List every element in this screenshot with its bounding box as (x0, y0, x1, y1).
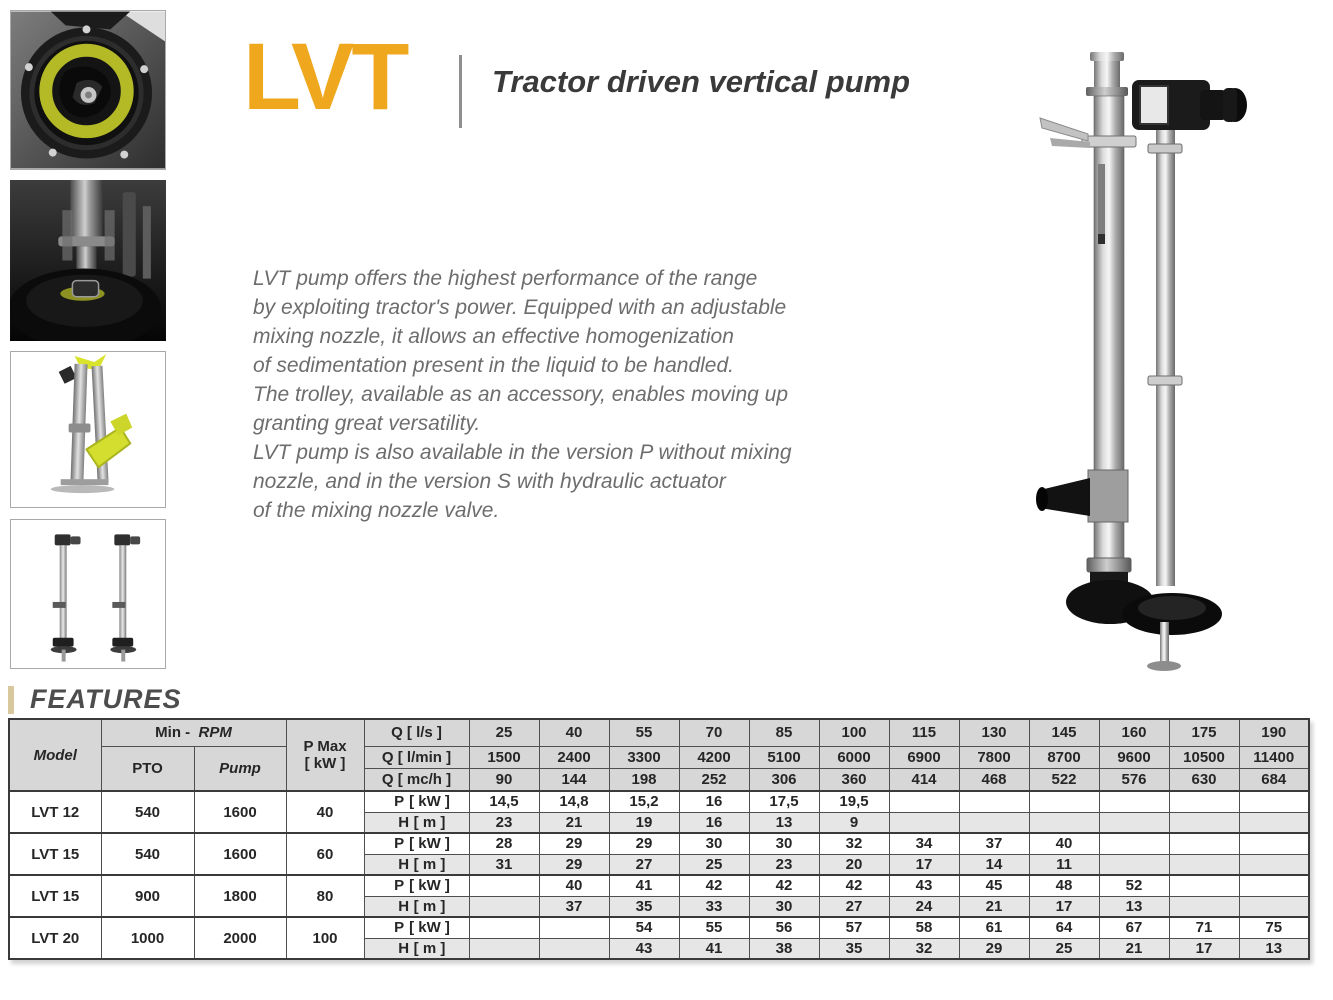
table-value-cell (1099, 854, 1169, 875)
description-line: LVT pump is also available in the version P without mixing (253, 441, 792, 464)
table-value-cell: 48 (1029, 875, 1099, 896)
col-header-model: Model (9, 719, 101, 791)
table-value-cell (1239, 875, 1309, 896)
table-value-cell: 684 (1239, 768, 1309, 791)
p-row-label: P [ kW ] (364, 875, 469, 896)
table-value-cell (539, 917, 609, 938)
description-line: LVT pump offers the highest performance of the range (253, 267, 758, 290)
table-value-cell: 35 (819, 938, 889, 959)
product-description (253, 264, 813, 525)
brand-logo: LVT (243, 24, 407, 130)
table-value-cell: 14 (959, 854, 1029, 875)
table-value-cell: 30 (749, 896, 819, 917)
header-divider (459, 55, 462, 128)
spec-table (8, 718, 1310, 960)
p-row-label: P [ kW ] (364, 833, 469, 854)
table-value-cell: 33 (679, 896, 749, 917)
model-pump-rpm: 2000 (194, 917, 286, 959)
table-value-cell (1029, 791, 1099, 812)
table-value-cell: 41 (609, 875, 679, 896)
table-value-cell: 25 (1029, 938, 1099, 959)
table-value-cell: 27 (819, 896, 889, 917)
table-value-cell (959, 812, 1029, 833)
table-value-cell: 16 (679, 812, 749, 833)
p-row-label: P [ kW ] (364, 917, 469, 938)
model-name: LVT 15 (9, 833, 101, 875)
table-value-cell: 56 (749, 917, 819, 938)
features-heading: FEATURES (30, 684, 182, 714)
table-value-cell: 20 (819, 854, 889, 875)
model-pto: 540 (101, 791, 194, 833)
table-value-cell: 13 (749, 812, 819, 833)
table-value-cell (1239, 833, 1309, 854)
table-value-cell (1169, 875, 1239, 896)
impeller-closeup-icon (11, 11, 165, 169)
model-pmax: 60 (286, 833, 364, 875)
table-value-cell: 90 (469, 768, 539, 791)
table-value-cell: 28 (469, 833, 539, 854)
flow-row-label: Q [ l/min ] (364, 746, 469, 768)
table-value-cell: 42 (819, 875, 889, 896)
table-value-cell: 17 (1169, 938, 1239, 959)
table-value-cell: 67 (1099, 917, 1169, 938)
h-row-label: H [ m ] (364, 896, 469, 917)
table-value-cell: 25 (469, 719, 539, 746)
h-row-label: H [ m ] (364, 938, 469, 959)
table-value-cell: 21 (959, 896, 1029, 917)
table-value-cell: 252 (679, 768, 749, 791)
flow-row-label: Q [ mc/h ] (364, 768, 469, 791)
table-value-cell: 42 (679, 875, 749, 896)
table-value-cell: 10500 (1169, 746, 1239, 768)
table-value-cell: 11 (1029, 854, 1099, 875)
table-value-cell: 6900 (889, 746, 959, 768)
table-value-cell: 190 (1239, 719, 1309, 746)
table-value-cell: 43 (889, 875, 959, 896)
table-value-cell: 8700 (1029, 746, 1099, 768)
table-value-cell: 7800 (959, 746, 1029, 768)
table-value-cell: 64 (1029, 917, 1099, 938)
table-value-cell (1169, 812, 1239, 833)
model-row-p (9, 833, 1309, 854)
table-value-cell: 522 (1029, 768, 1099, 791)
table-value-cell: 160 (1099, 719, 1169, 746)
table-value-cell: 32 (889, 938, 959, 959)
table-value-cell: 17 (889, 854, 959, 875)
table-value-cell: 630 (1169, 768, 1239, 791)
header-row-1 (9, 719, 1309, 746)
model-pump-rpm: 1800 (194, 875, 286, 917)
description-line: nozzle, and in the version S with hydraulic actuator (253, 470, 726, 493)
table-value-cell: 115 (889, 719, 959, 746)
model-pmax: 100 (286, 917, 364, 959)
table-value-cell: 32 (819, 833, 889, 854)
model-name: LVT 15 (9, 875, 101, 917)
h-row-label: H [ m ] (364, 854, 469, 875)
thumbnail-impeller-photo (10, 10, 166, 170)
table-value-cell: 3300 (609, 746, 679, 768)
table-value-cell: 16 (679, 791, 749, 812)
table-value-cell (469, 938, 539, 959)
table-value-cell (1239, 854, 1309, 875)
table-value-cell (1239, 812, 1309, 833)
table-value-cell (1169, 791, 1239, 812)
model-pto: 540 (101, 833, 194, 875)
table-value-cell: 14,8 (539, 791, 609, 812)
table-value-cell: 55 (609, 719, 679, 746)
header-row-2 (9, 746, 1309, 768)
table-value-cell: 40 (539, 719, 609, 746)
table-value-cell: 576 (1099, 768, 1169, 791)
table-value-cell (1099, 833, 1169, 854)
table-value-cell: 25 (679, 854, 749, 875)
table-value-cell (1099, 791, 1169, 812)
description-line: mixing nozzle, it allows an effective homogenization (253, 325, 734, 348)
table-value-cell: 57 (819, 917, 889, 938)
table-value-cell (889, 812, 959, 833)
table-value-cell: 306 (749, 768, 819, 791)
table-value-cell: 145 (1029, 719, 1099, 746)
table-value-cell: 43 (609, 938, 679, 959)
table-value-cell (469, 875, 539, 896)
table-value-cell: 42 (749, 875, 819, 896)
model-pto: 900 (101, 875, 194, 917)
table-value-cell: 85 (749, 719, 819, 746)
col-header-min-rpm: Min - RPM (101, 719, 286, 746)
model-name: LVT 12 (9, 791, 101, 833)
model-pmax: 40 (286, 791, 364, 833)
p-row-label: P [ kW ] (364, 791, 469, 812)
table-value-cell: 29 (539, 833, 609, 854)
table-value-cell: 40 (539, 875, 609, 896)
table-value-cell: 29 (959, 938, 1029, 959)
table-value-cell (1169, 833, 1239, 854)
mixing-nozzle-icon (11, 352, 165, 507)
table-value-cell: 9 (819, 812, 889, 833)
vertical-pump-illustration (1032, 46, 1264, 674)
table-value-cell: 5100 (749, 746, 819, 768)
table-value-cell: 27 (609, 854, 679, 875)
table-value-cell: 130 (959, 719, 1029, 746)
table-value-cell (1169, 854, 1239, 875)
table-value-cell: 15,2 (609, 791, 679, 812)
table-value-cell: 21 (539, 812, 609, 833)
model-name: LVT 20 (9, 917, 101, 959)
table-value-cell: 21 (1099, 938, 1169, 959)
table-value-cell: 23 (469, 812, 539, 833)
table-value-cell: 40 (1029, 833, 1099, 854)
table-value-cell: 13 (1099, 896, 1169, 917)
table-value-cell: 2400 (539, 746, 609, 768)
model-row-p (9, 875, 1309, 896)
description-line: The trolley, available as an accessory, enables moving up (253, 383, 789, 406)
table-value-cell (889, 791, 959, 812)
table-value-cell: 54 (609, 917, 679, 938)
description-line: of sedimentation present in the liquid to be handled. (253, 354, 735, 377)
col-header-pto: PTO (101, 746, 194, 791)
table-value-cell: 30 (679, 833, 749, 854)
model-pto: 1000 (101, 917, 194, 959)
table-value-cell: 175 (1169, 719, 1239, 746)
table-value-cell: 37 (539, 896, 609, 917)
table-value-cell (1029, 812, 1099, 833)
main-product-image (1032, 46, 1264, 674)
model-row-p (9, 917, 1309, 938)
page-title: Tractor driven vertical pump (492, 64, 911, 99)
flow-row-label: Q [ l/s ] (364, 719, 469, 746)
model-pump-rpm: 1600 (194, 791, 286, 833)
table-value-cell: 29 (609, 833, 679, 854)
features-accent-bar (8, 686, 14, 714)
table-value-cell: 55 (679, 917, 749, 938)
table-value-cell: 34 (889, 833, 959, 854)
description-line: granting great versatility. (253, 412, 481, 435)
table-value-cell: 198 (609, 768, 679, 791)
h-row-label: H [ m ] (364, 812, 469, 833)
table-value-cell: 58 (889, 917, 959, 938)
table-value-cell: 13 (1239, 938, 1309, 959)
table-value-cell: 9600 (1099, 746, 1169, 768)
table-value-cell: 4200 (679, 746, 749, 768)
table-value-cell: 29 (539, 854, 609, 875)
table-value-cell (959, 791, 1029, 812)
thumbnail-internals-photo (10, 180, 166, 341)
table-value-cell (1099, 812, 1169, 833)
table-value-cell: 70 (679, 719, 749, 746)
table-value-cell: 360 (819, 768, 889, 791)
table-value-cell (1239, 896, 1309, 917)
model-pump-rpm: 1600 (194, 833, 286, 875)
table-value-cell: 23 (749, 854, 819, 875)
table-value-cell: 468 (959, 768, 1029, 791)
table-value-cell: 37 (959, 833, 1029, 854)
table-value-cell: 19,5 (819, 791, 889, 812)
table-value-cell: 100 (819, 719, 889, 746)
description-line: by exploiting tractor's power. Equipped with an adjustable (253, 296, 787, 319)
table-value-cell: 52 (1099, 875, 1169, 896)
table-value-cell (1239, 791, 1309, 812)
pump-internals-icon (10, 180, 166, 341)
table-value-cell: 30 (749, 833, 819, 854)
table-value-cell: 14,5 (469, 791, 539, 812)
table-value-cell: 24 (889, 896, 959, 917)
table-value-cell: 6000 (819, 746, 889, 768)
table-value-cell: 1500 (469, 746, 539, 768)
model-row-p (9, 791, 1309, 812)
col-header-pmax: P Max [ kW ] (286, 719, 364, 791)
description-line: of the mixing nozzle valve. (253, 499, 500, 522)
table-value-cell: 38 (749, 938, 819, 959)
thumbnail-nozzle-photo (10, 351, 166, 508)
table-value-cell: 35 (609, 896, 679, 917)
model-pmax: 80 (286, 875, 364, 917)
table-value-cell: 414 (889, 768, 959, 791)
table-value-cell: 144 (539, 768, 609, 791)
col-header-pump: Pump (194, 746, 286, 791)
table-value-cell: 71 (1169, 917, 1239, 938)
thumbnail-two-pumps-photo (10, 519, 166, 669)
table-value-cell: 17,5 (749, 791, 819, 812)
table-value-cell (469, 917, 539, 938)
table-value-cell: 75 (1239, 917, 1309, 938)
table-value-cell: 41 (679, 938, 749, 959)
table-value-cell: 19 (609, 812, 679, 833)
table-value-cell: 61 (959, 917, 1029, 938)
table-value-cell (539, 938, 609, 959)
two-pumps-icon (11, 520, 165, 668)
table-value-cell (1169, 896, 1239, 917)
table-value-cell: 45 (959, 875, 1029, 896)
table-value-cell: 17 (1029, 896, 1099, 917)
table-value-cell: 11400 (1239, 746, 1309, 768)
table-value-cell (469, 896, 539, 917)
table-value-cell: 31 (469, 854, 539, 875)
